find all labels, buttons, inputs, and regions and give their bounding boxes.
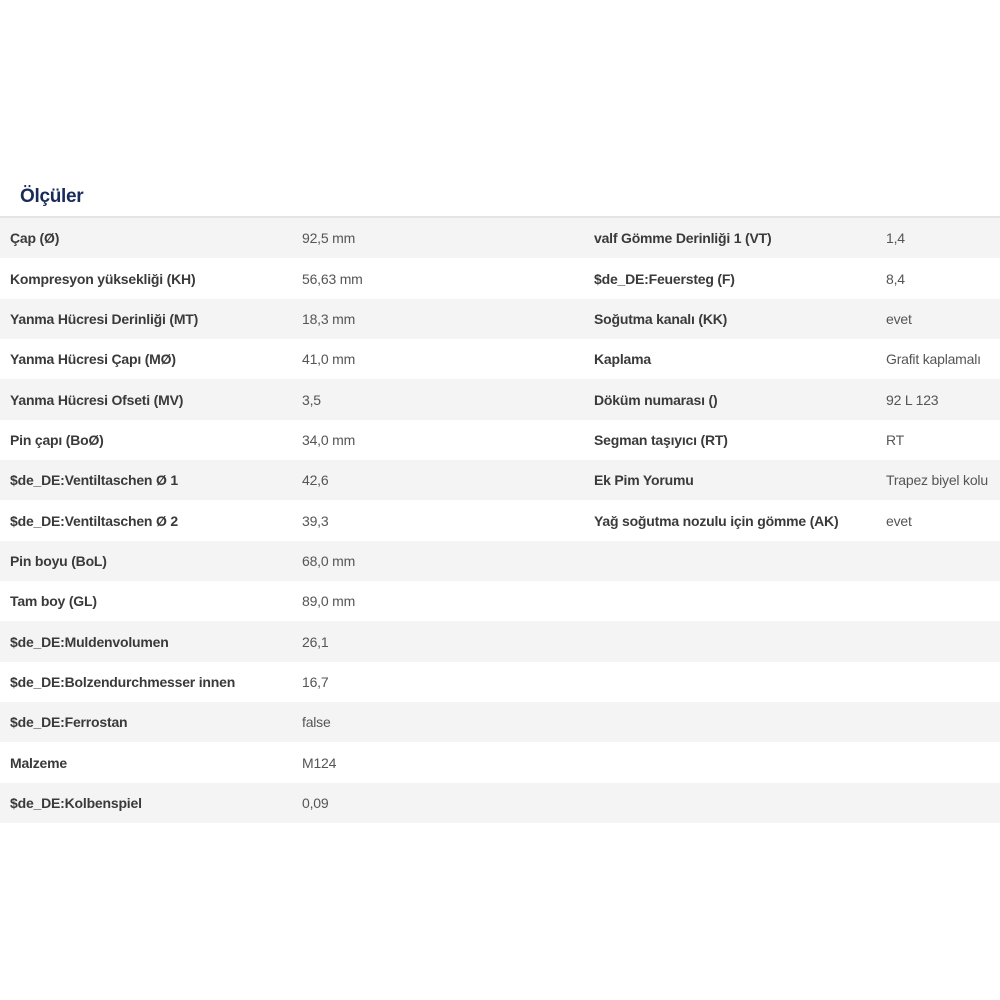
table-row xyxy=(0,783,1000,823)
spec-label: Kaplama xyxy=(594,351,651,368)
spec-value: M124 xyxy=(302,754,337,771)
table-row xyxy=(0,379,1000,419)
table-row xyxy=(0,460,1000,500)
table-row xyxy=(0,541,1000,581)
spec-value: 16,7 xyxy=(302,673,329,690)
spec-label: Pin çapı (BoØ) xyxy=(10,431,104,448)
spec-label: Tam boy (GL) xyxy=(10,593,97,610)
table-row xyxy=(0,702,1000,742)
spec-label: $de_DE:Feuersteg (F) xyxy=(594,270,735,287)
spec-value: 34,0 mm xyxy=(302,431,356,448)
table-row xyxy=(0,218,1000,258)
spec-label: $de_DE:Kolbenspiel xyxy=(10,794,142,811)
spec-label: valf Gömme Derinliği 1 (VT) xyxy=(594,230,772,247)
spec-label: Malzeme xyxy=(10,754,67,771)
spec-value: false xyxy=(302,714,331,731)
spec-label: Yanma Hücresi Derinliği (MT) xyxy=(10,310,199,327)
spec-label: Ek Pim Yorumu xyxy=(594,472,694,489)
spec-label: Yağ soğutma nozulu için gömme (AK) xyxy=(594,512,839,529)
table-row xyxy=(0,662,1000,702)
spec-label: $de_DE:Bolzendurchmesser innen xyxy=(10,673,236,690)
spec-value: 92 L 123 xyxy=(886,391,939,408)
spec-label: $de_DE:Ferrostan xyxy=(10,714,128,731)
spec-value: 0,09 xyxy=(302,794,329,811)
spec-label: Soğutma kanalı (KK) xyxy=(594,310,728,327)
section-header xyxy=(0,178,1000,218)
spec-label: $de_DE:Ventiltaschen Ø 1 xyxy=(10,472,178,489)
spec-value: evet xyxy=(886,310,912,327)
spec-value: 39,3 xyxy=(302,512,329,529)
spec-value: 26,1 xyxy=(302,633,329,650)
spec-label: $de_DE:Ventiltaschen Ø 2 xyxy=(10,512,178,529)
spec-label: $de_DE:Muldenvolumen xyxy=(10,633,169,650)
table-row xyxy=(0,258,1000,298)
dimensions-section xyxy=(0,178,1000,823)
spec-value: 3,5 xyxy=(302,391,321,408)
spec-label: Pin boyu (BoL) xyxy=(10,552,107,569)
table-row xyxy=(0,339,1000,379)
spec-label: Kompresyon yüksekliği (KH) xyxy=(10,270,196,287)
spec-value: 68,0 mm xyxy=(302,552,356,569)
spec-value: 41,0 mm xyxy=(302,351,356,368)
section-title: Ölçüler xyxy=(20,186,84,207)
spec-label: Yanma Hücresi Ofseti (MV) xyxy=(10,391,184,408)
spec-table xyxy=(0,218,1000,823)
spec-value: 92,5 mm xyxy=(302,230,356,247)
table-row xyxy=(0,581,1000,621)
spec-value: Trapez biyel kolu xyxy=(886,472,988,489)
table-row xyxy=(0,500,1000,540)
spec-label: Yanma Hücresi Çapı (MØ) xyxy=(10,351,176,368)
spec-value: 89,0 mm xyxy=(302,593,356,610)
table-row xyxy=(0,420,1000,460)
spec-label: Segman taşıyıcı (RT) xyxy=(594,431,728,448)
spec-value: 56,63 mm xyxy=(302,270,363,287)
spec-label: Çap (Ø) xyxy=(10,230,60,247)
table-row xyxy=(0,742,1000,782)
spec-value: RT xyxy=(886,431,905,448)
spec-value: evet xyxy=(886,512,912,529)
spec-value: 1,4 xyxy=(886,230,905,247)
spec-value: Grafit kaplamalı xyxy=(886,351,981,368)
table-row xyxy=(0,299,1000,339)
spec-label: Döküm numarası () xyxy=(594,391,718,408)
spec-value: 18,3 mm xyxy=(302,310,356,327)
spec-value: 42,6 xyxy=(302,472,329,489)
spec-value: 8,4 xyxy=(886,270,905,287)
table-row xyxy=(0,621,1000,661)
